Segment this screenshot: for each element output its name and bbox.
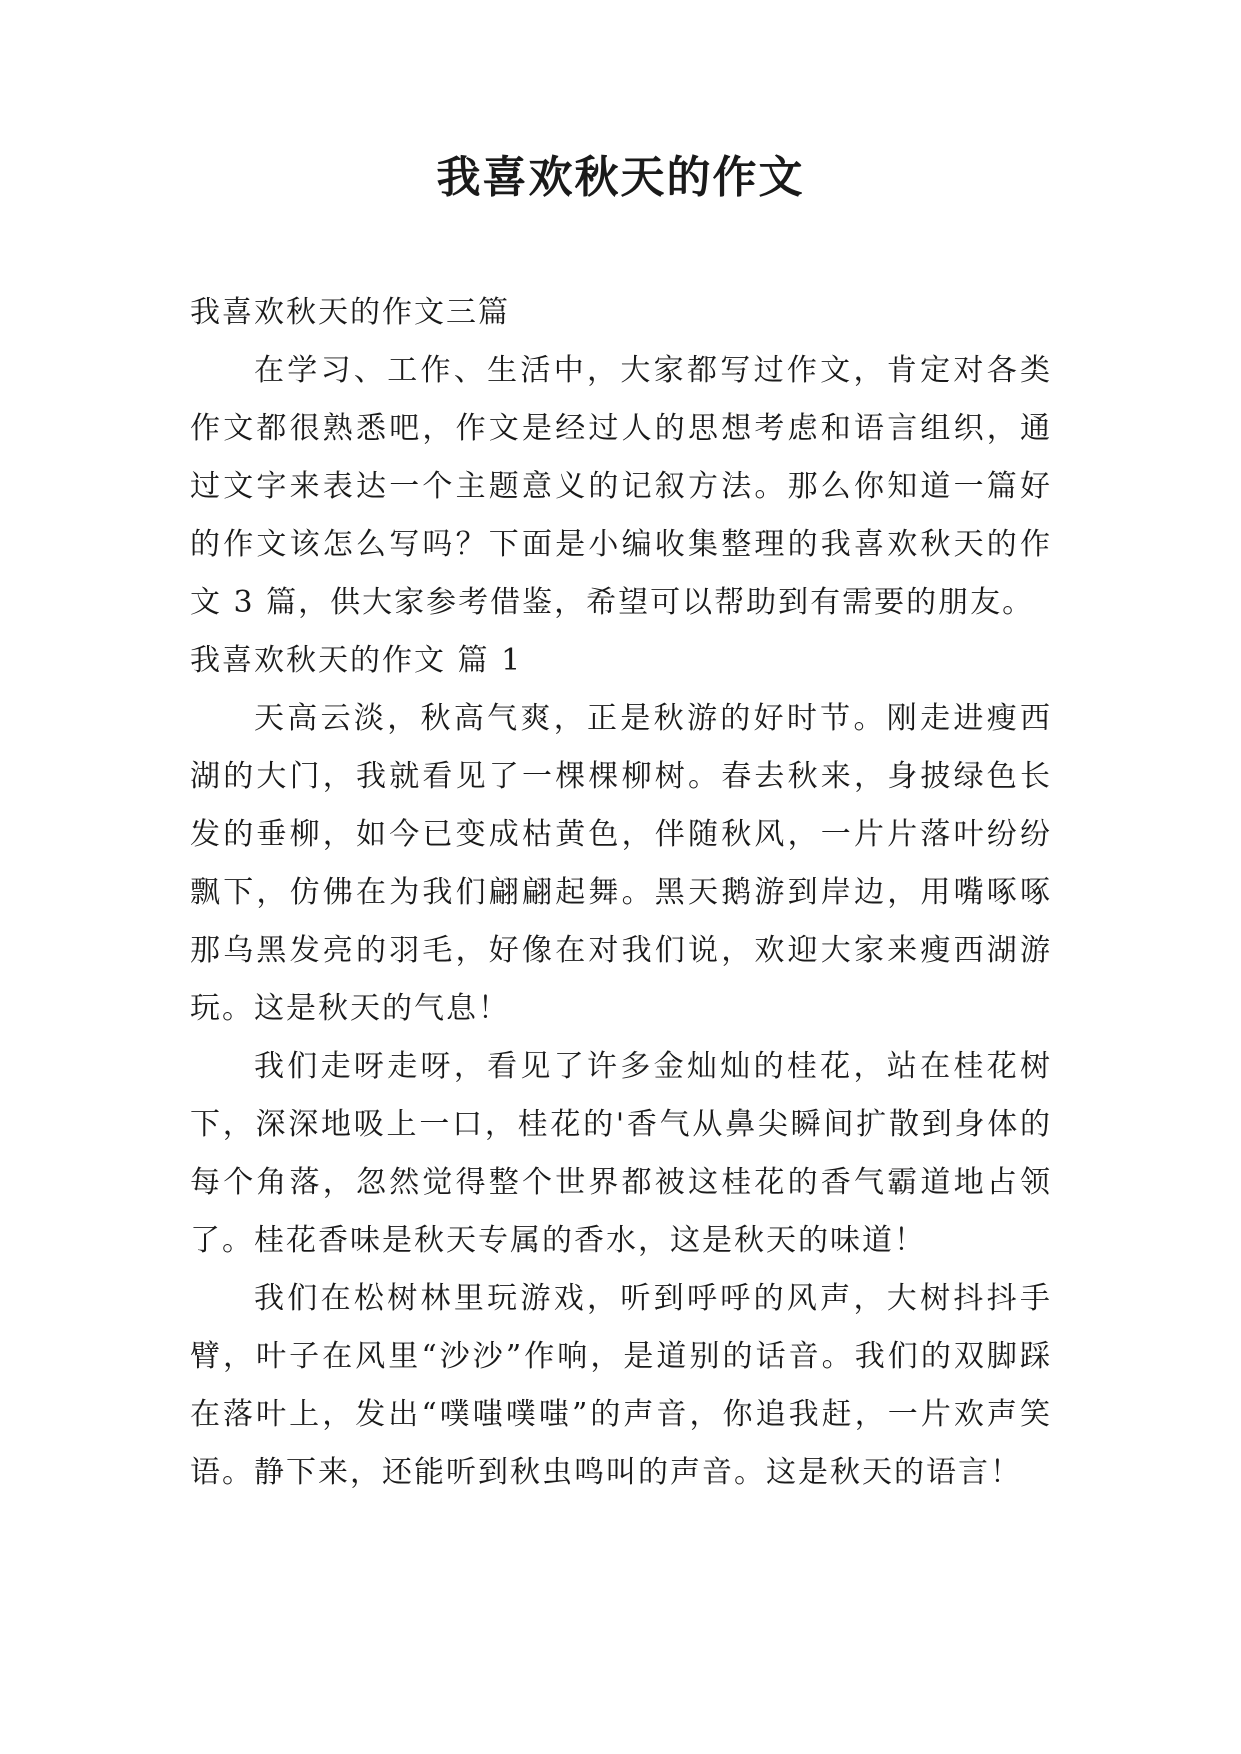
document-body (190, 284, 1052, 1502)
essay-paragraph-1: 天高云淡，秋高气爽，正是秋游的好时节。刚走进瘦西湖的大门，我就看见了一棵棵柳树。春去秋来，身披绿色长发的垂柳，如今已变成枯黄色，伴随秋风，一片片落叶纷纷飘下，仿佛在为我们翩翩起舞。黑天鹅游到岸边，用嘴啄啄那乌黑发亮的羽毛，好像在对我们说，欢迎大家来瘦西湖游玩。这是秋天的气息！ (190, 701, 1052, 1026)
section-heading: 我喜欢秋天的作文 篇 1 (190, 643, 523, 678)
document-subtitle: 我喜欢秋天的作文三篇 (190, 295, 510, 330)
page-title: 我喜欢秋天的作文 (436, 152, 805, 203)
intro-paragraph: 在学习、工作、生活中，大家都写过作文，肯定对各类作文都很熟悉吧，作文是经过人的思想考虑和语言组织，通过文字来表达一个主题意义的记叙方法。那么你知道一篇好的作文该怎么写吗？下面是小编收集整理的我喜欢秋天的作文 3 篇，供大家参考借鉴，希望可以帮助到有需要的朋友。 (190, 353, 1052, 620)
essay-paragraph-2: 我们走呀走呀，看见了许多金灿灿的桂花，站在桂花树下，深深地吸上一口，桂花的'香气从鼻尖瞬间扩散到身体的每个角落，忽然觉得整个世界都被这桂花的香气霸道地占领了。桂花香味是秋天专属的香水，这是秋天的味道！ (190, 1049, 1052, 1258)
essay-paragraph-3: 我们在松树林里玩游戏，听到呼呼的风声，大树抖抖手臂，叶子在风里“沙沙”作响，是道别的话音。我们的双脚踩在落叶上，发出“噗嗤噗嗤”的声音，你追我赶，一片欢声笑语。静下来，还能听到秋虫鸣叫的声音。这是秋天的语言！ (190, 1281, 1052, 1490)
